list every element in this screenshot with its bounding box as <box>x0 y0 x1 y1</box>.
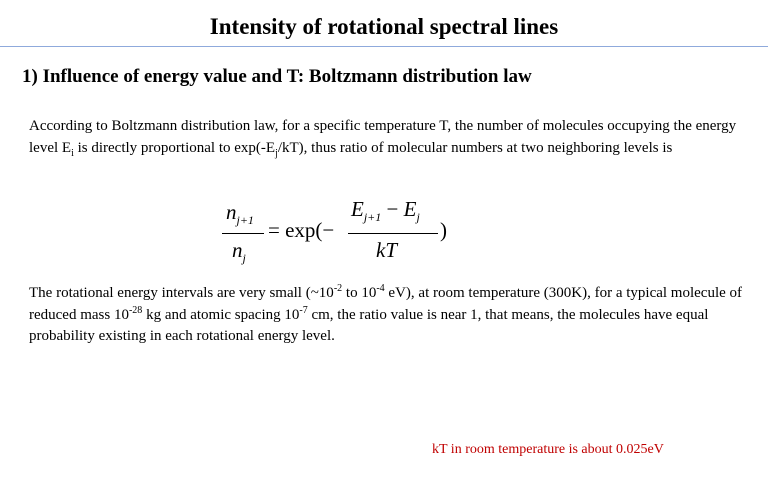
p1-sub-j: j <box>275 147 278 159</box>
p2-text-a: The rotational energy intervals are very small (~10 <box>29 285 334 301</box>
slide-title: Intensity of rotational spectral lines <box>209 14 559 39</box>
p2-sup-d: -7 <box>299 304 308 316</box>
p2-text-b: to 10 <box>342 285 377 301</box>
formula-numerator-right: $E_{j+1} - E_j$ <box>351 197 420 225</box>
p2-sup-c: -28 <box>128 304 143 316</box>
p1-text-c: /kT), thus ratio of molecular numbers at two neighboring levels is <box>277 139 673 156</box>
p2-text-c: eV), at room temperature (300K), for a typical molecule of reduced mass 10 <box>29 285 743 323</box>
p1-text-a: According to Boltzmann distribution law, for a specific temperature T, the number of molecules occupying the energy level E <box>29 118 737 156</box>
boltzmann-ratio-formula <box>220 196 460 272</box>
p1-text-b: is directly proportional to exp(-E <box>73 139 276 156</box>
p2-sup-b: -4 <box>376 283 385 294</box>
formula-fraction-bar-right <box>348 233 438 234</box>
p2-text-e: cm, the ratio value is near 1, that means, the molecules have equal probability existing in each rotational energy level. <box>29 306 709 344</box>
p2-text-d: kg and atomic spacing 10 <box>142 306 300 323</box>
p2-sup-a: -2 <box>333 283 343 294</box>
boltzmann-paragraph <box>29 116 754 159</box>
formula-close-paren: ) <box>440 218 447 242</box>
rotational-intervals-paragraph <box>29 283 754 348</box>
formula-denominator-left: $n_j$ <box>232 238 246 266</box>
p1-sub-i: i <box>71 147 74 159</box>
formula-denominator-right: kT <box>376 238 397 262</box>
formula-numerator-left: $n_{j+1}$ <box>226 200 254 228</box>
formula-equals-exp: = exp(− <box>268 218 335 242</box>
room-temperature-note: kT in room temperature is about 0.025eV <box>432 442 664 457</box>
section-heading: 1) Influence of energy value and T: Boltzmann distribution law <box>22 66 532 87</box>
formula-fraction-bar-left <box>222 233 264 234</box>
title-divider <box>0 46 768 47</box>
